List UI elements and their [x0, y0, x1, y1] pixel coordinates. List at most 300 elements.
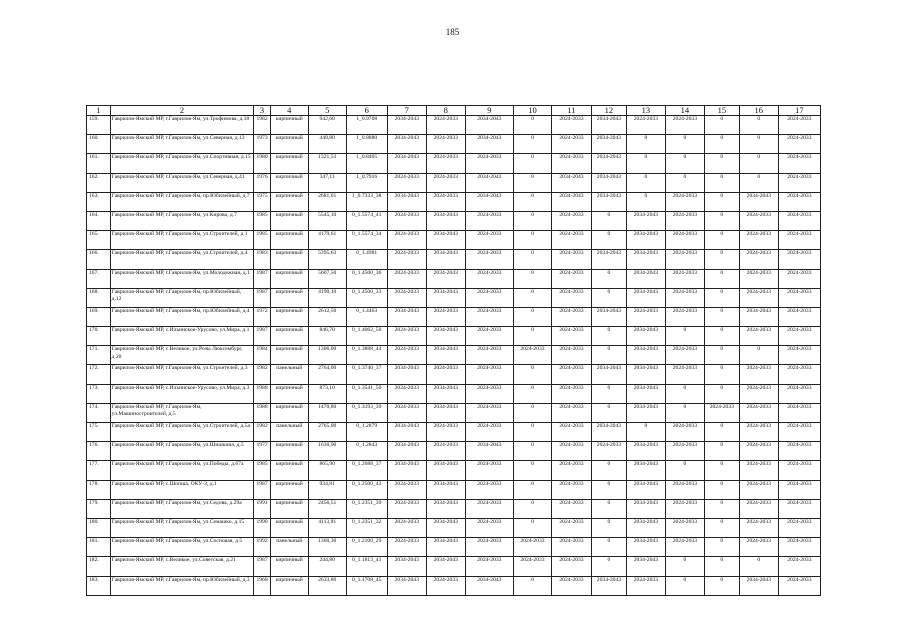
cell-area: 244,80 [308, 557, 346, 576]
cell-year-built: 1968 [254, 576, 270, 595]
cell-row-number: 165. [87, 231, 111, 250]
cell-period-col-16: 2024-2033 [739, 384, 778, 403]
cell-period-col-12: 0 [591, 231, 626, 250]
cell-area: 1321,53 [308, 154, 346, 173]
cell-period-col-17: 2024-2033 [778, 307, 820, 326]
cell-period-col-11: 2024-2033 [551, 269, 591, 288]
cell-period-col-14: 2024-2033 [665, 499, 704, 518]
table-row [87, 499, 821, 518]
cell-wall-material: панельный [270, 423, 308, 442]
cell-period-col-13: 0 [626, 154, 665, 173]
cell-period-col-9: 2024-2033 [465, 250, 513, 269]
cell-row-number: 175. [87, 423, 111, 442]
cell-period-col-8: 2034-2043 [426, 211, 465, 230]
cell-area: 1360,30 [308, 538, 346, 557]
column-header-2: 2 [110, 106, 254, 116]
cell-address: Гаврилов-Ямский МР, г.Гаврилов-Ям, ул.Машиностроителей, д.5 [110, 403, 254, 422]
cell-period-col-9: 2024-2033 [465, 384, 513, 403]
cell-period-col-14: 2024-2033 [665, 346, 704, 365]
cell-period-col-10: 0 [513, 288, 551, 307]
cell-period-col-15: 0 [704, 231, 739, 250]
column-header-14: 14 [665, 106, 704, 116]
cell-period-col-17: 2024-2033 [778, 461, 820, 480]
cell-period-col-8: 2034-2043 [426, 480, 465, 499]
cell-period-col-9: 2024-2033 [465, 327, 513, 346]
cell-wall-material: кирпичный [270, 557, 308, 576]
cell-period-col-17: 2024-2033 [778, 346, 820, 365]
cell-rating: 0_1.4500_33 [346, 288, 387, 307]
cell-period-col-15: 0 [704, 327, 739, 346]
cell-period-col-12: 2034-2043 [591, 576, 626, 595]
cell-period-col-13: 0 [626, 173, 665, 192]
cell-period-col-10: 0 [513, 480, 551, 499]
cell-period-col-17: 2024-2033 [778, 269, 820, 288]
cell-wall-material: кирпичный [270, 576, 308, 595]
cell-period-col-9: 2034-2043 [465, 135, 513, 154]
cell-period-col-7: 2024-2033 [387, 173, 426, 192]
cell-period-col-15: 0 [704, 423, 739, 442]
cell-year-built: 1985 [254, 461, 270, 480]
table-row [87, 576, 821, 595]
cell-period-col-13: 2034-2043 [626, 538, 665, 557]
table-row [87, 365, 821, 384]
cell-period-col-8: 2024-2033 [426, 423, 465, 442]
cell-period-col-10: 0 [513, 231, 551, 250]
cell-period-col-12: 0 [591, 557, 626, 576]
cell-period-col-8: 2024-2033 [426, 173, 465, 192]
cell-period-col-13: 2034-2043 [626, 480, 665, 499]
cell-period-col-7: 2034-2043 [387, 423, 426, 442]
cell-year-built: 1985 [254, 231, 270, 250]
cell-period-col-13: 0 [626, 135, 665, 154]
cell-period-col-8: 2034-2043 [426, 250, 465, 269]
cell-period-col-15: 2024-2033 [704, 403, 739, 422]
cell-period-col-14: 2024-2033 [665, 442, 704, 461]
cell-period-col-15: 0 [704, 211, 739, 230]
cell-period-col-13: 0 [626, 192, 665, 211]
cell-area: 934,81 [308, 480, 346, 499]
cell-period-col-11: 2024-2033 [551, 231, 591, 250]
cell-period-col-16: 2034-2043 [739, 307, 778, 326]
table-row [87, 288, 821, 307]
cell-period-col-17: 2024-2033 [778, 116, 820, 135]
cell-period-col-11: 2024-2033 [551, 211, 591, 230]
column-header-10: 10 [513, 106, 551, 116]
cell-period-col-9: 2024-2033 [465, 154, 513, 173]
cell-address: Гаврилов-Ямский МР, г.Гаврилов-Ям, пр.Юбилейный, д.7 [110, 192, 254, 211]
cell-year-built: 1984 [254, 346, 270, 365]
cell-period-col-12: 2034-2043 [591, 154, 626, 173]
table-body [87, 116, 821, 596]
cell-wall-material: панельный [270, 538, 308, 557]
register-table [86, 105, 821, 596]
column-header-11: 11 [551, 106, 591, 116]
cell-row-number: 177. [87, 461, 111, 480]
cell-period-col-7: 2034-2043 [387, 365, 426, 384]
cell-rating: 0_1.2843 [346, 442, 387, 461]
cell-year-built: 1973 [254, 135, 270, 154]
cell-rating: 0_1.1813_41 [346, 557, 387, 576]
cell-period-col-12: 0 [591, 403, 626, 422]
cell-period-col-14: 0 [665, 576, 704, 595]
cell-year-built: 1991 [254, 499, 270, 518]
cell-wall-material: кирпичный [270, 442, 308, 461]
cell-period-col-9: 2034-2043 [465, 116, 513, 135]
cell-period-col-14: 2024-2033 [665, 250, 704, 269]
cell-rating: 1_0.8880 [346, 135, 387, 154]
cell-period-col-13: 2034-2043 [626, 211, 665, 230]
cell-year-built: 1987 [254, 480, 270, 499]
cell-period-col-11: 2034-2043 [551, 173, 591, 192]
cell-period-col-9: 2024-2033 [465, 307, 513, 326]
cell-period-col-9: 2024-2033 [465, 346, 513, 365]
cell-year-built: 1987 [254, 327, 270, 346]
cell-period-col-16: 2024-2033 [739, 538, 778, 557]
cell-rating: 0_1.2100_29 [346, 538, 387, 557]
cell-wall-material: кирпичный [270, 154, 308, 173]
cell-period-col-16: 0 [739, 173, 778, 192]
cell-period-col-13: 2034-2043 [626, 231, 665, 250]
table-row [87, 269, 821, 288]
cell-period-col-13: 2034-2043 [626, 346, 665, 365]
table-row [87, 442, 821, 461]
cell-period-col-11: 2024-2033 [551, 518, 591, 537]
cell-period-col-13: 2034-2043 [626, 557, 665, 576]
column-header-9: 9 [465, 106, 513, 116]
cell-period-col-11: 2024-2033 [551, 288, 591, 307]
cell-period-col-9: 2024-2033 [465, 557, 513, 576]
cell-period-col-8: 2034-2043 [426, 538, 465, 557]
cell-period-col-7: 2024-2033 [387, 499, 426, 518]
cell-rating: 0_1.4463 [346, 307, 387, 326]
cell-period-col-17: 2024-2033 [778, 250, 820, 269]
table-row [87, 211, 821, 230]
cell-period-col-12: 0 [591, 461, 626, 480]
table-row [87, 403, 821, 422]
cell-period-col-15: 0 [704, 192, 739, 211]
table-row [87, 173, 821, 192]
cell-row-number: 168. [87, 288, 111, 307]
cell-period-col-7: 2024-2033 [387, 384, 426, 403]
cell-address: Гаврилов-Ямский МР, с.Великое, ул.Розы Люксембург, д.20 [110, 346, 254, 365]
cell-period-col-15: 0 [704, 135, 739, 154]
cell-period-col-10: 0 [513, 211, 551, 230]
cell-period-col-7: 2034-2043 [387, 442, 426, 461]
cell-wall-material: кирпичный [270, 269, 308, 288]
cell-period-col-14: 2024-2033 [665, 423, 704, 442]
cell-period-col-16: 2024-2033 [739, 269, 778, 288]
cell-period-col-9: 2024-2033 [465, 423, 513, 442]
cell-period-col-12: 0 [591, 384, 626, 403]
cell-period-col-9: 2034-2043 [465, 192, 513, 211]
cell-period-col-16: 2024-2033 [739, 480, 778, 499]
cell-period-col-11: 2024-2033 [551, 307, 591, 326]
cell-period-col-15: 0 [704, 480, 739, 499]
cell-row-number: 170. [87, 327, 111, 346]
cell-year-built: 1980 [254, 154, 270, 173]
cell-period-col-17: 2024-2033 [778, 211, 820, 230]
cell-area: 2633,80 [308, 576, 346, 595]
cell-address: Гаврилов-Ямский МР, г.Гаврилов-Ям, ул.Победы, д.67а [110, 461, 254, 480]
cell-period-col-9: 2024-2033 [465, 211, 513, 230]
cell-period-col-13: 2034-2043 [626, 461, 665, 480]
cell-period-col-12: 2024-2033 [591, 442, 626, 461]
cell-period-col-11: 2024-2033 [551, 499, 591, 518]
cell-year-built: 1990 [254, 518, 270, 537]
cell-wall-material: кирпичный [270, 480, 308, 499]
cell-period-col-14: 2024-2033 [665, 365, 704, 384]
cell-period-col-13: 2034-2043 [626, 384, 665, 403]
column-header-12: 12 [591, 106, 626, 116]
cell-period-col-16: 2024-2033 [739, 442, 778, 461]
cell-period-col-17: 2024-2033 [778, 365, 820, 384]
cell-period-col-14: 0 [665, 384, 704, 403]
cell-period-col-16: 0 [739, 116, 778, 135]
cell-period-col-12: 0 [591, 499, 626, 518]
cell-period-col-16: 2024-2033 [739, 518, 778, 537]
table-row [87, 327, 821, 346]
cell-year-built: 1982 [254, 116, 270, 135]
cell-period-col-15: 0 [704, 518, 739, 537]
cell-rating: 0_1.2351_32 [346, 518, 387, 537]
table-row [87, 307, 821, 326]
cell-rating: 0_1.4500_36 [346, 269, 387, 288]
cell-wall-material: кирпичный [270, 327, 308, 346]
cell-year-built: 1977 [254, 442, 270, 461]
cell-year-built: 1992 [254, 538, 270, 557]
cell-period-col-8: 2024-2033 [426, 442, 465, 461]
cell-period-col-15: 0 [704, 461, 739, 480]
cell-rating: 1_0.9708 [346, 116, 387, 135]
cell-period-col-16: 2024-2033 [739, 403, 778, 422]
cell-row-number: 167. [87, 269, 111, 288]
column-header-4: 4 [270, 106, 308, 116]
cell-period-col-9: 2024-2033 [465, 518, 513, 537]
cell-period-col-13: 0 [626, 423, 665, 442]
cell-area: 5395,63 [308, 250, 346, 269]
cell-address: Гаврилов-Ямский МР, г.Гаврилов-Ям, ул.Кирова, д.7 [110, 211, 254, 230]
cell-period-col-17: 2024-2033 [778, 442, 820, 461]
cell-period-col-14: 2024-2033 [665, 307, 704, 326]
cell-period-col-11: 2024-2033 [551, 461, 591, 480]
cell-period-col-7: 2034-2043 [387, 116, 426, 135]
cell-period-col-11: 2024-2033 [551, 135, 591, 154]
cell-rating: 0_1.3193_39 [346, 403, 387, 422]
cell-address: Гаврилов-Ямский МР, с.Великое, ул.Советская, д.21 [110, 557, 254, 576]
cell-area: 347,11 [308, 173, 346, 192]
cell-period-col-12: 0 [591, 269, 626, 288]
cell-period-col-12: 2034-2043 [591, 307, 626, 326]
cell-period-col-11: 2024-2033 [551, 116, 591, 135]
cell-period-col-10: 0 [513, 307, 551, 326]
cell-period-col-17: 2024-2033 [778, 480, 820, 499]
cell-period-col-14: 2024-2033 [665, 538, 704, 557]
table-row [87, 116, 821, 135]
cell-period-col-7: 2024-2033 [387, 211, 426, 230]
cell-rating: 0_1.3888_44 [346, 346, 387, 365]
cell-period-col-16: 0 [739, 154, 778, 173]
table-row [87, 480, 821, 499]
cell-rating: 0_1.2879 [346, 423, 387, 442]
cell-period-col-17: 2024-2033 [778, 173, 820, 192]
cell-period-col-11: 2024-2033 [551, 384, 591, 403]
cell-wall-material: кирпичный [270, 250, 308, 269]
cell-period-col-7: 2024-2033 [387, 269, 426, 288]
column-header-6: 6 [346, 106, 387, 116]
cell-period-col-11: 2024-2033 [551, 365, 591, 384]
cell-wall-material: кирпичный [270, 518, 308, 537]
cell-rating: 1_0.7333_38 [346, 192, 387, 211]
cell-row-number: 161. [87, 154, 111, 173]
cell-period-col-15: 0 [704, 365, 739, 384]
cell-wall-material: кирпичный [270, 307, 308, 326]
column-header-5: 5 [308, 106, 346, 116]
cell-wall-material: кирпичный [270, 346, 308, 365]
cell-area: 1470,80 [308, 403, 346, 422]
cell-period-col-8: 2024-2033 [426, 135, 465, 154]
cell-rating: 1_0.8405 [346, 154, 387, 173]
cell-period-col-17: 2024-2033 [778, 135, 820, 154]
cell-period-col-7: 2024-2033 [387, 346, 426, 365]
cell-period-col-12: 0 [591, 518, 626, 537]
cell-period-col-9: 2034-2043 [465, 173, 513, 192]
cell-period-col-12: 2034-2043 [591, 173, 626, 192]
cell-period-col-15: 0 [704, 442, 739, 461]
cell-period-col-15: 0 [704, 250, 739, 269]
cell-address: Гаврилов-Ямский МР, г.Гаврилов-Ям, ул.Строителей, д.5а [110, 423, 254, 442]
cell-wall-material: кирпичный [270, 135, 308, 154]
cell-year-built: 1987 [254, 269, 270, 288]
cell-period-col-12: 0 [591, 327, 626, 346]
cell-period-col-8: 2024-2033 [426, 307, 465, 326]
table-row [87, 557, 821, 576]
cell-period-col-8: 2034-2043 [426, 403, 465, 422]
cell-year-built: 1976 [254, 173, 270, 192]
cell-period-col-14: 2024-2033 [665, 269, 704, 288]
cell-period-col-15: 0 [704, 538, 739, 557]
cell-address: Гаврилов-Ямский МР, г.Гаврилов-Ям, пр.Юбилейный, д.12 [110, 288, 254, 307]
cell-rating: 0_1.2500_43 [346, 480, 387, 499]
cell-rating: 1_0.7916 [346, 173, 387, 192]
cell-period-col-8: 2024-2033 [426, 576, 465, 595]
cell-period-col-11: 2024-2033 [551, 442, 591, 461]
cell-period-col-9: 2024-2033 [465, 499, 513, 518]
cell-area: 942,60 [308, 116, 346, 135]
cell-period-col-8: 2024-2033 [426, 365, 465, 384]
cell-period-col-13: 2024-2033 [626, 576, 665, 595]
cell-period-col-7: 2024-2033 [387, 538, 426, 557]
cell-rating: 0_1.5574_41 [346, 211, 387, 230]
cell-period-col-15: 0 [704, 288, 739, 307]
cell-period-col-7: 2034-2043 [387, 461, 426, 480]
table-row [87, 192, 821, 211]
cell-year-built: 1988 [254, 403, 270, 422]
cell-period-col-10: 0 [513, 442, 551, 461]
cell-period-col-14: 0 [665, 173, 704, 192]
cell-period-col-7: 2024-2033 [387, 250, 426, 269]
cell-period-col-12: 0 [591, 538, 626, 557]
cell-period-col-11: 2024-2033 [551, 403, 591, 422]
cell-period-col-10: 0 [513, 173, 551, 192]
cell-period-col-12: 2034-2043 [591, 192, 626, 211]
cell-address: Гаврилов-Ямский МР, г.Гаврилов-Ям, ул.Строителей, д.4 [110, 250, 254, 269]
cell-period-col-17: 2024-2033 [778, 499, 820, 518]
cell-period-col-10: 0 [513, 269, 551, 288]
cell-period-col-7: 2034-2043 [387, 135, 426, 154]
cell-period-col-12: 0 [591, 480, 626, 499]
cell-period-col-10: 0 [513, 327, 551, 346]
cell-area: 846,70 [308, 327, 346, 346]
cell-period-col-7: 2024-2033 [387, 231, 426, 250]
cell-row-number: 171. [87, 346, 111, 365]
cell-period-col-8: 2024-2033 [426, 116, 465, 135]
cell-period-col-9: 2024-2033 [465, 231, 513, 250]
cell-period-col-7: 2034-2043 [387, 576, 426, 595]
cell-period-col-11: 2024-2033 [551, 538, 591, 557]
cell-address: Гаврилов-Ямский МР, г.Гаврилов-Ям, ул.Семашко, д.15 [110, 518, 254, 537]
cell-period-col-9: 2024-2033 [465, 538, 513, 557]
cell-rating: 0_1.4981 [346, 250, 387, 269]
cell-period-col-15: 0 [704, 307, 739, 326]
cell-period-col-15: 0 [704, 499, 739, 518]
cell-row-number: 181. [87, 538, 111, 557]
cell-period-col-7: 2024-2033 [387, 288, 426, 307]
cell-period-col-17: 2024-2033 [778, 403, 820, 422]
cell-period-col-17: 2024-2033 [778, 231, 820, 250]
cell-period-col-10: 0 [513, 423, 551, 442]
cell-wall-material: кирпичный [270, 211, 308, 230]
cell-rating: 0_1.5574_34 [346, 231, 387, 250]
cell-period-col-16: 2024-2033 [739, 288, 778, 307]
cell-period-col-14: 2024-2033 [665, 211, 704, 230]
cell-period-col-10: 0 [513, 499, 551, 518]
cell-period-col-17: 2024-2033 [778, 192, 820, 211]
cell-row-number: 176. [87, 442, 111, 461]
cell-period-col-11: 2034-2043 [551, 192, 591, 211]
cell-area: 2456,51 [308, 499, 346, 518]
cell-row-number: 174. [87, 403, 111, 422]
column-header-13: 13 [626, 106, 665, 116]
cell-period-col-9: 2034-2043 [465, 442, 513, 461]
cell-period-col-14: 0 [665, 327, 704, 346]
cell-period-col-16: 2024-2033 [739, 423, 778, 442]
cell-row-number: 164. [87, 211, 111, 230]
cell-period-col-17: 2024-2033 [778, 518, 820, 537]
cell-period-col-14: 2024-2033 [665, 480, 704, 499]
cell-period-col-11: 2024-2033 [551, 154, 591, 173]
cell-period-col-14: 0 [665, 461, 704, 480]
column-header-3: 3 [254, 106, 270, 116]
cell-period-col-9: 2024-2033 [465, 480, 513, 499]
cell-wall-material: кирпичный [270, 116, 308, 135]
cell-area: 4190,10 [308, 288, 346, 307]
cell-period-col-10: 0 [513, 461, 551, 480]
cell-period-col-13: 2034-2043 [626, 442, 665, 461]
cell-period-col-15: 0 [704, 154, 739, 173]
cell-period-col-11: 2024-2033 [551, 327, 591, 346]
cell-period-col-8: 2034-2043 [426, 461, 465, 480]
cell-period-col-16: 2024-2033 [739, 499, 778, 518]
cell-period-col-7: 2024-2033 [387, 327, 426, 346]
cell-rating: 0_1.1708_45 [346, 576, 387, 595]
cell-row-number: 179. [87, 499, 111, 518]
cell-period-col-17: 2024-2033 [778, 288, 820, 307]
table-header [87, 106, 821, 116]
column-header-17: 17 [778, 106, 820, 116]
cell-period-col-15: 0 [704, 173, 739, 192]
cell-period-col-15: 0 [704, 557, 739, 576]
cell-period-col-9: 2024-2033 [465, 269, 513, 288]
